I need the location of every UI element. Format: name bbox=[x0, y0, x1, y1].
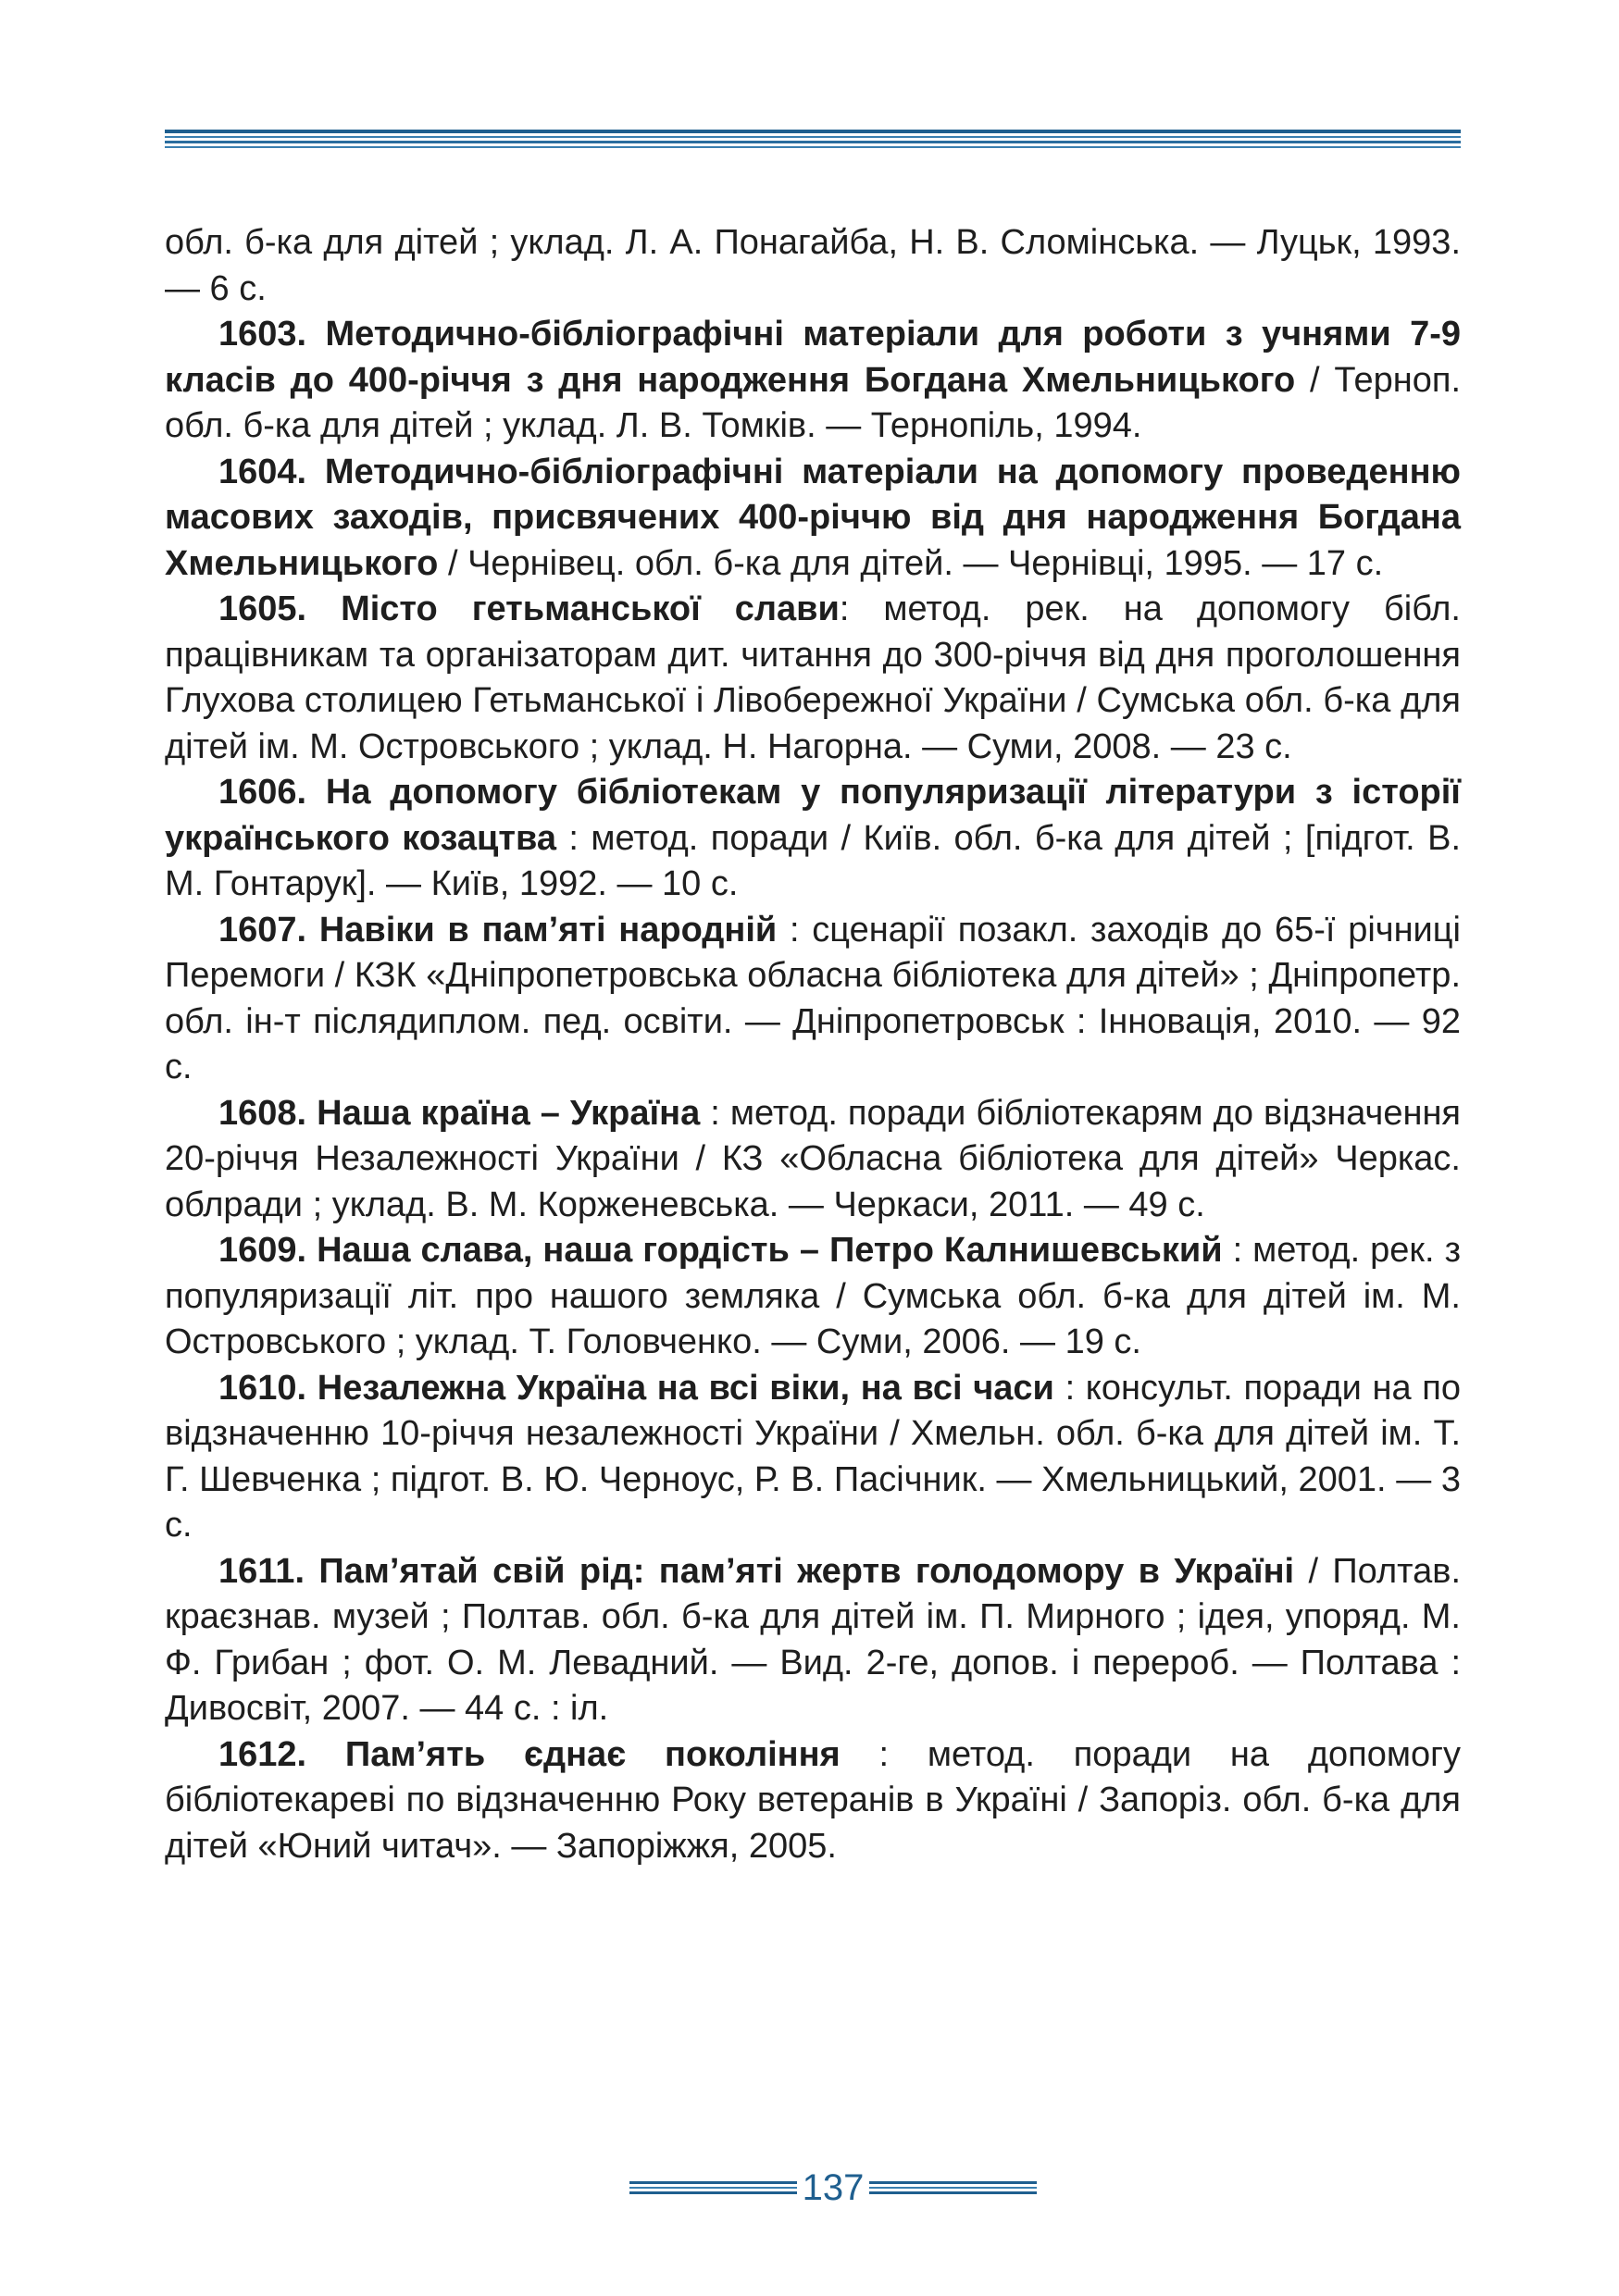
entry-description: / Терноп. обл. б-ка для дітей ; уклад. Л. В. Томків. — Тернопіль, 1994. bbox=[165, 360, 1461, 445]
entry-number: 1605. bbox=[218, 590, 307, 628]
bibliography-entry bbox=[165, 1366, 1461, 1549]
footer-rule-line bbox=[869, 2181, 1037, 2184]
entry-number: 1610. bbox=[218, 1368, 307, 1408]
header-rule-line bbox=[165, 146, 1461, 148]
entry-number: 1607. bbox=[218, 910, 307, 949]
entry-title: Методично-бібліографічні матеріали для роботи з учнями 7-9 класів до 400-річчя з дня народження Богдана Хмельницького bbox=[165, 315, 1461, 400]
bibliography-entry bbox=[165, 587, 1461, 770]
bibliography-entry bbox=[165, 908, 1461, 1091]
footer-rule-line bbox=[629, 2187, 797, 2189]
bibliography-entry-continuation bbox=[165, 220, 1461, 312]
entry-title: Наша слава, наша гордість – Петро Калнишевський bbox=[317, 1231, 1223, 1270]
entry-title: Незалежна Україна на всі віки, на всі часи bbox=[317, 1368, 1054, 1408]
entry-number: 1609. bbox=[218, 1231, 307, 1270]
footer-rule-line bbox=[869, 2191, 1037, 2194]
entry-title: Наша країна – Україна bbox=[317, 1093, 701, 1133]
entry-number: 1608. bbox=[218, 1093, 307, 1133]
entry-number: 1603. bbox=[218, 315, 307, 354]
page-number: 137 bbox=[802, 2167, 865, 2208]
entry-title: Методично-бібліографічні матеріали на допомогу проведенню масових заходів, присвячених 400-річчю від дня народження Богдана Хмельницького bbox=[165, 452, 1462, 583]
page-footer bbox=[629, 2166, 1037, 2210]
entry-number: 1611. bbox=[218, 1551, 305, 1591]
footer-rule-right bbox=[869, 2181, 1037, 2194]
entry-number: 1606. bbox=[218, 773, 307, 812]
entry-description: : сценарії позакл. заходів до 65-ї річниці Перемоги / КЗК «Дніпропетровська обласна бібліотека для дітей» ; Дніпропетр. обл. ін-т післядиплом. пед. освіти. — Дніпропетровськ : Інновація, 2010. — 92 с. bbox=[165, 910, 1461, 1086]
footer-rule-left bbox=[629, 2181, 797, 2194]
entry-description: : консульт. поради на по відзначенню 10-річчя незалежності України / Хмельн. обл. б-ка для дітей ім. Т. Г. Шевченка ; підгот. В. Ю. Черноус, Р. В. Пасічник. — Хмельницький, 2001. — 3 с. bbox=[165, 1368, 1461, 1545]
entry-title: Пам’ятай свій рід: пам’яті жертв голодомору в Україні bbox=[318, 1551, 1295, 1591]
bibliography-list bbox=[165, 220, 1461, 1869]
bibliography-entry bbox=[165, 450, 1461, 588]
bibliography-entry bbox=[165, 770, 1461, 908]
header-rule-line bbox=[165, 136, 1461, 138]
entry-description: / Полтав. краєзнав. музей ; Полтав. обл. б-ка для дітей ім. П. Мирного ; ідея, упоряд. М. Ф. Грибан ; фот. О. М. Левадний. — Вид. 2-ге, допов. і перероб. — Полтава : Дивосвіт, 2007. — 44 с. : іл. bbox=[165, 1551, 1461, 1728]
bibliography-entry bbox=[165, 312, 1461, 450]
bibliography-entry bbox=[165, 1549, 1461, 1732]
entry-description: : метод. поради / Київ. обл. б-ка для дітей ; [підгот. В. М. Гонтарук]. — Київ, 1992. — 10 с. bbox=[165, 818, 1462, 903]
entry-description: : метод. рек. на допомогу бібл. працівникам та організаторам дит. читання до 300-річчя від дня проголошення Глухова столицею Гетьманської і Лівобережної України / Сумська обл. б-ка для дітей ім. М. Островського ; уклад. Н. Нагорна. — Суми, 2008. — 23 с. bbox=[165, 590, 1461, 766]
entry-description: : метод. поради на допомогу бібліотекареві по відзначенню Року ветеранів в Україні / Запоріз. обл. б-ка для дітей «Юний читач». — Запоріжжя, 2005. bbox=[165, 1734, 1462, 1866]
bibliography-entry bbox=[165, 1732, 1461, 1870]
entry-title: Пам’ять єднає покоління bbox=[344, 1734, 841, 1774]
entry-description: : метод. поради бібліотекарям до відзначення 20-річчя Незалежності України / КЗ «Обласна бібліотека для дітей» Черкас. облради ; уклад. В. М. Корженевська. — Черкаси, 2011. — 49 с. bbox=[165, 1093, 1462, 1224]
footer-rule-line bbox=[869, 2187, 1037, 2189]
header-rule bbox=[165, 130, 1461, 151]
entry-title: Місто гетьманської слави bbox=[341, 590, 840, 628]
entry-number: 1612. bbox=[218, 1734, 307, 1774]
header-rule-line bbox=[165, 141, 1461, 143]
bibliography-entry bbox=[165, 1228, 1461, 1366]
entry-title: Навіки в пам’яті народній bbox=[318, 910, 778, 949]
entry-title: На допомогу бібліотекам у популяризації літератури з історії українського козацтва bbox=[165, 773, 1461, 858]
bibliography-entry bbox=[165, 1091, 1461, 1229]
header-rule-line bbox=[165, 130, 1461, 133]
entry-description: обл. б-ка для дітей ; уклад. Л. А. Понагайба, Н. В. Сломінська. — Луцьк, 1993. — 6 с. bbox=[165, 223, 1461, 308]
entry-description: / Чернівец. обл. б-ка для дітей. — Чернівці, 1995. — 17 с. bbox=[438, 543, 1384, 583]
footer-rule-line bbox=[629, 2191, 797, 2194]
entry-description: : метод. рек. з популяризації літ. про нашого земляка / Сумська обл. б-ка для дітей ім. М. Островського ; уклад. Т. Головченко. — Суми, 2006. — 19 с. bbox=[165, 1231, 1461, 1361]
entry-number: 1604. bbox=[218, 452, 307, 491]
footer-rule-line bbox=[629, 2181, 797, 2184]
